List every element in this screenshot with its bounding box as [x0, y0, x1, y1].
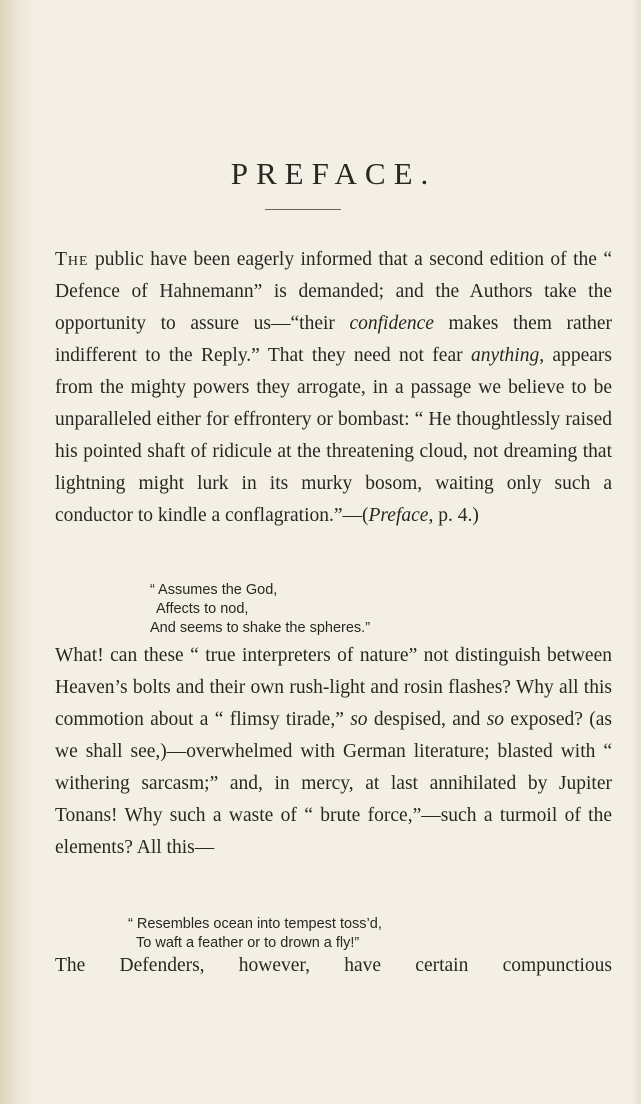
paragraph-1-emphasis-1: confidence	[349, 313, 434, 334]
verse-1-line-1: “ Assumes the God,	[150, 582, 278, 598]
verse-2-line-1: “ Resembles ocean into tempest toss’d,	[128, 916, 382, 932]
paragraph-1-text-c: , appears from the mighty powers they arrogate, in a passage we believe to be unparalleled either for effrontery or bombast: “ He thoughtlessly raised his pointed shaft of ridicule at the threatening cloud, not dreaming that lightning might lurk in its murky bosom, waiting only such a conductor to kindle a conflagration.”—(	[55, 345, 612, 526]
paragraph-1-text-a: public have been eagerly informed that a second edition of the “ Defence of Hahnemann” is demanded; and the Authors take the opportunity to assure us—“their	[55, 249, 612, 334]
paragraph-1	[55, 244, 612, 532]
paragraph-1-emphasis-2: anything	[470, 345, 540, 366]
paragraph-2	[55, 640, 612, 864]
title-rule	[265, 209, 341, 210]
paragraph-2-emphasis-1: so	[350, 709, 368, 730]
paragraph-2-emphasis-2: so	[486, 709, 505, 730]
paragraph-1-dropcap: The	[55, 249, 89, 270]
paragraph-2-text-b: despised, and	[367, 709, 487, 730]
verse-quote-1	[150, 581, 370, 638]
verse-1-line-2: Affects to nod,	[156, 601, 249, 617]
paragraph-3: The Defenders, however, have certain compunctious	[55, 955, 612, 976]
paragraph-1-emphasis-3: Preface	[368, 505, 429, 526]
page-title: PREFACE.	[230, 156, 437, 191]
paragraph-1-text-d: , p. 4.)	[428, 505, 479, 526]
paragraph-1-text-b: makes them rather indifferent to the Reply.” That they need not fear	[55, 313, 612, 366]
verse-1-line-3: And seems to shake the spheres.”	[150, 620, 371, 636]
paragraph-2-text-c: exposed? (as we shall see,)—overwhelmed with German literature; blasted with “ withering sarcasm;” and, in mercy, at last annihilated by Jupiter Tonans! Why such a waste of “ brute force,”—such a turmoil of the elements? All this—	[55, 709, 612, 858]
verse-2-line-2: To waft a feather or to drown a fly!”	[136, 935, 360, 951]
verse-quote-2	[128, 915, 382, 953]
paragraph-2-text-a: What! can these “ true interpreters of nature” not distinguish between Heaven’s bolts and their own rush-light and rosin flashes? Why all this commotion about a “ flimsy tirade,”	[55, 645, 612, 730]
